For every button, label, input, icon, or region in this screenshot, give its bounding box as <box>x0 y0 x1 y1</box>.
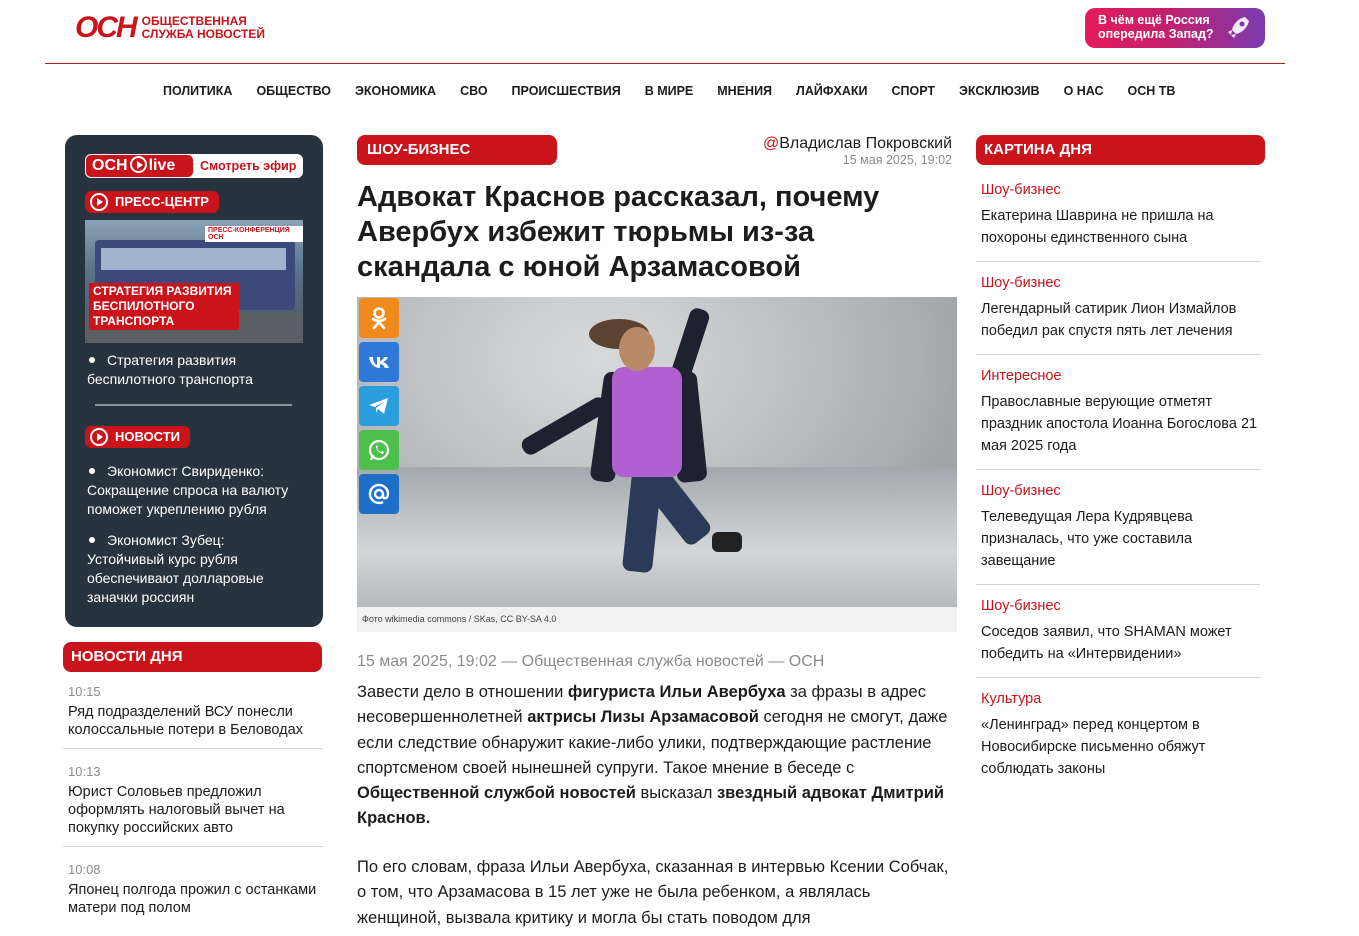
site-logo[interactable] <box>75 12 265 44</box>
item-title[interactable]: «Ленинград» перед концертом в Новосибирске письменно обяжут соблюдать законы <box>981 717 1206 777</box>
lead-meta: 15 мая 2025, 19:02 — Общественная служба новостей — ОСН <box>357 653 825 670</box>
news-day-list <box>63 678 323 935</box>
author-name: Владислав Покровский <box>779 135 952 152</box>
share-ok-button[interactable] <box>359 298 399 338</box>
item-category[interactable]: Культура <box>981 691 1042 707</box>
main-nav <box>163 82 1199 100</box>
kartina-list <box>976 177 1260 800</box>
article-photo <box>357 297 957 607</box>
emphasis-text: звездный адвокат Дмитрий Краснов. <box>357 784 945 828</box>
nav-item[interactable]: ОСН ТВ <box>1127 84 1176 98</box>
news-title[interactable]: Юрист Соловьев предложил оформлять налоговый вычет на покупку российских авто <box>68 784 285 836</box>
site-header <box>45 0 1285 64</box>
skater-boot <box>712 532 742 552</box>
nav-item[interactable]: В МИРЕ <box>644 84 694 98</box>
play-icon <box>90 428 108 446</box>
paragraph-text: Завести дело в отношении <box>357 683 568 701</box>
paragraph-text: высказал <box>635 784 717 803</box>
nav-item[interactable]: СПОРТ <box>891 84 936 98</box>
logo-mark: ОСН <box>75 11 136 44</box>
news-title[interactable]: Японец полгода прожил с останками матери под полом <box>68 882 317 916</box>
promo-line-2: опередила Запад? <box>1098 27 1214 41</box>
list-item[interactable] <box>976 593 1260 678</box>
news-list <box>87 462 302 619</box>
item-title[interactable]: Телеведущая Лера Кудрявцева призналась, что уже составила завещание <box>981 509 1193 569</box>
article-paragraph: По его словам, фраза Ильи Авербуха, сказанная в интервью Ксении Собчак, о том, что Арзамасова в 15 лет уже не была ребенком, а являлась женщиной, вызвала критику и могла бы стать поводом для <box>357 858 949 927</box>
logo-line-2: СЛУЖБА НОВОСТЕЙ <box>141 27 265 41</box>
email-at-icon <box>366 481 392 507</box>
list-item[interactable] <box>976 177 1260 262</box>
item-title[interactable]: Екатерина Шаврина не пришла на похороны единственного сына <box>981 208 1214 246</box>
live-block <box>65 135 323 627</box>
bullet-icon <box>89 537 95 543</box>
odnoklassniki-icon <box>366 305 392 331</box>
list-item[interactable] <box>87 531 302 607</box>
item-category[interactable]: Шоу-бизнес <box>981 598 1061 614</box>
list-item[interactable] <box>976 363 1260 470</box>
rocket-icon <box>1225 13 1253 41</box>
divider <box>95 404 292 406</box>
live-brand: ОСН <box>92 157 128 174</box>
list-item[interactable] <box>87 462 302 519</box>
emphasis-text: Общественной службой новостей <box>357 784 636 803</box>
press-item-title: Стратегия развития беспилотного транспорта <box>87 352 253 387</box>
press-center-badge[interactable] <box>85 191 219 213</box>
news-item-title: Экономист Свириденко: Сокращение спроса на валюту поможет укреплению рубля <box>87 463 289 517</box>
share-telegram-button[interactable] <box>359 386 399 426</box>
news-time: 10:08 <box>68 862 101 877</box>
news-time: 10:15 <box>68 684 101 699</box>
item-category[interactable]: Шоу-бизнес <box>981 182 1061 198</box>
list-item[interactable] <box>976 686 1260 792</box>
live-watch-button[interactable] <box>85 154 303 178</box>
list-item[interactable] <box>87 351 302 389</box>
author-at: @ <box>763 135 780 152</box>
item-title[interactable]: Соседов заявил, что SHAMAN может победить на «Интервидении» <box>981 624 1232 662</box>
vk-icon <box>366 349 392 375</box>
press-center-label: ПРЕСС-ЦЕНТР <box>115 194 209 209</box>
nav-item[interactable]: ЭКСКЛЮЗИВ <box>959 84 1040 98</box>
photo-credit: Фото wikimedia commons / SKas, CC BY-SA 4.0 <box>357 607 957 632</box>
item-category[interactable]: Шоу-бизнес <box>981 275 1061 291</box>
list-item[interactable] <box>976 270 1260 355</box>
press-list <box>87 351 302 401</box>
nav-item[interactable]: ЛАЙФХАКИ <box>796 84 868 98</box>
logo-line-1: ОБЩЕСТВЕННАЯ <box>141 14 247 28</box>
skater-shirt <box>612 367 682 477</box>
live-word: live <box>148 157 176 174</box>
news-time: 10:13 <box>68 764 101 779</box>
item-title[interactable]: Православные верующие отметят праздник апостола Иоанна Богослова 21 мая 2025 года <box>981 394 1258 454</box>
list-item[interactable] <box>63 758 323 847</box>
paragraph-text: сегодня не смогут, даже если следствие обнаружит какие-либо улики, подтверждающие растление спортсменом своей нынешней супруги. Такое мнение в беседе с <box>357 708 948 777</box>
telegram-icon <box>366 393 392 419</box>
item-title[interactable]: Легендарный сатирик Лион Измайлов победил рак спустя пять лет лечения <box>981 301 1237 339</box>
article-paragraph <box>357 680 957 832</box>
news-label: НОВОСТИ <box>115 429 181 444</box>
promo-line-1: В чём ещё Россия <box>1098 13 1210 27</box>
share-vk-button[interactable] <box>359 342 399 382</box>
list-item[interactable] <box>63 856 323 926</box>
press-image-caption <box>89 283 239 330</box>
paragraph-text: за фразы в адрес несовершеннолетней <box>357 683 926 727</box>
promo-banner[interactable] <box>1085 8 1265 48</box>
emphasis-text: фигуриста Ильи Авербуха <box>567 683 786 701</box>
nav-item[interactable]: ПРОИСШЕСТВИЯ <box>511 84 621 98</box>
category-badge[interactable]: ШОУ-БИЗНЕС <box>357 135 557 165</box>
emphasis-text: актрисы Лизы Арзамасовой <box>527 708 759 727</box>
live-watch-label: Смотреть эфир <box>200 159 297 173</box>
nav-item[interactable]: СВО <box>460 84 488 98</box>
publish-date: 15 мая 2025, 19:02 <box>842 153 952 167</box>
news-badge[interactable] <box>85 426 190 448</box>
bullet-icon <box>89 357 95 363</box>
press-image-caption-text: СТРАТЕГИЯ РАЗВИТИЯ БЕСПИЛОТНОГО ТРАНСПОРТА <box>93 284 232 328</box>
author[interactable] <box>763 135 952 153</box>
nav-item[interactable]: ЭКОНОМИКА <box>355 84 437 98</box>
share-email-button[interactable] <box>359 474 399 514</box>
article-title: Адвокат Краснов рассказал, почему Авербух избежит тюрьмы из-за скандала с юной Арзамасовой <box>357 181 880 283</box>
kartina-heading: КАРТИНА ДНЯ <box>976 135 1265 165</box>
list-item[interactable] <box>63 678 323 749</box>
nav-item[interactable]: МНЕНИЯ <box>717 84 773 98</box>
play-icon <box>130 156 147 173</box>
share-whatsapp-button[interactable] <box>359 430 399 470</box>
item-category[interactable]: Шоу-бизнес <box>981 483 1061 499</box>
news-day-heading: НОВОСТИ ДНЯ <box>63 642 322 672</box>
whatsapp-icon <box>366 437 392 463</box>
nav-item[interactable]: ПОЛИТИКА <box>163 84 233 98</box>
press-image-tag: ПРЕСС-КОНФЕРЕНЦИЯ ОСН <box>205 226 303 242</box>
bullet-icon <box>89 468 95 474</box>
item-category[interactable]: Интересное <box>981 368 1062 384</box>
nav-item[interactable]: О НАС <box>1063 84 1104 98</box>
list-item[interactable] <box>976 478 1260 585</box>
news-title[interactable]: Ряд подразделений ВСУ понесли колоссальные потери в Беловодах <box>68 704 303 738</box>
play-icon <box>90 193 108 211</box>
live-badge <box>86 155 193 177</box>
nav-item[interactable]: ОБЩЕСТВО <box>256 84 332 98</box>
logo-text <box>142 15 265 41</box>
news-item-title: Экономист Зубец: Устойчивый курс рубля обеспечивают долларовые заначки россиян <box>87 532 264 605</box>
skater-head <box>619 327 655 371</box>
